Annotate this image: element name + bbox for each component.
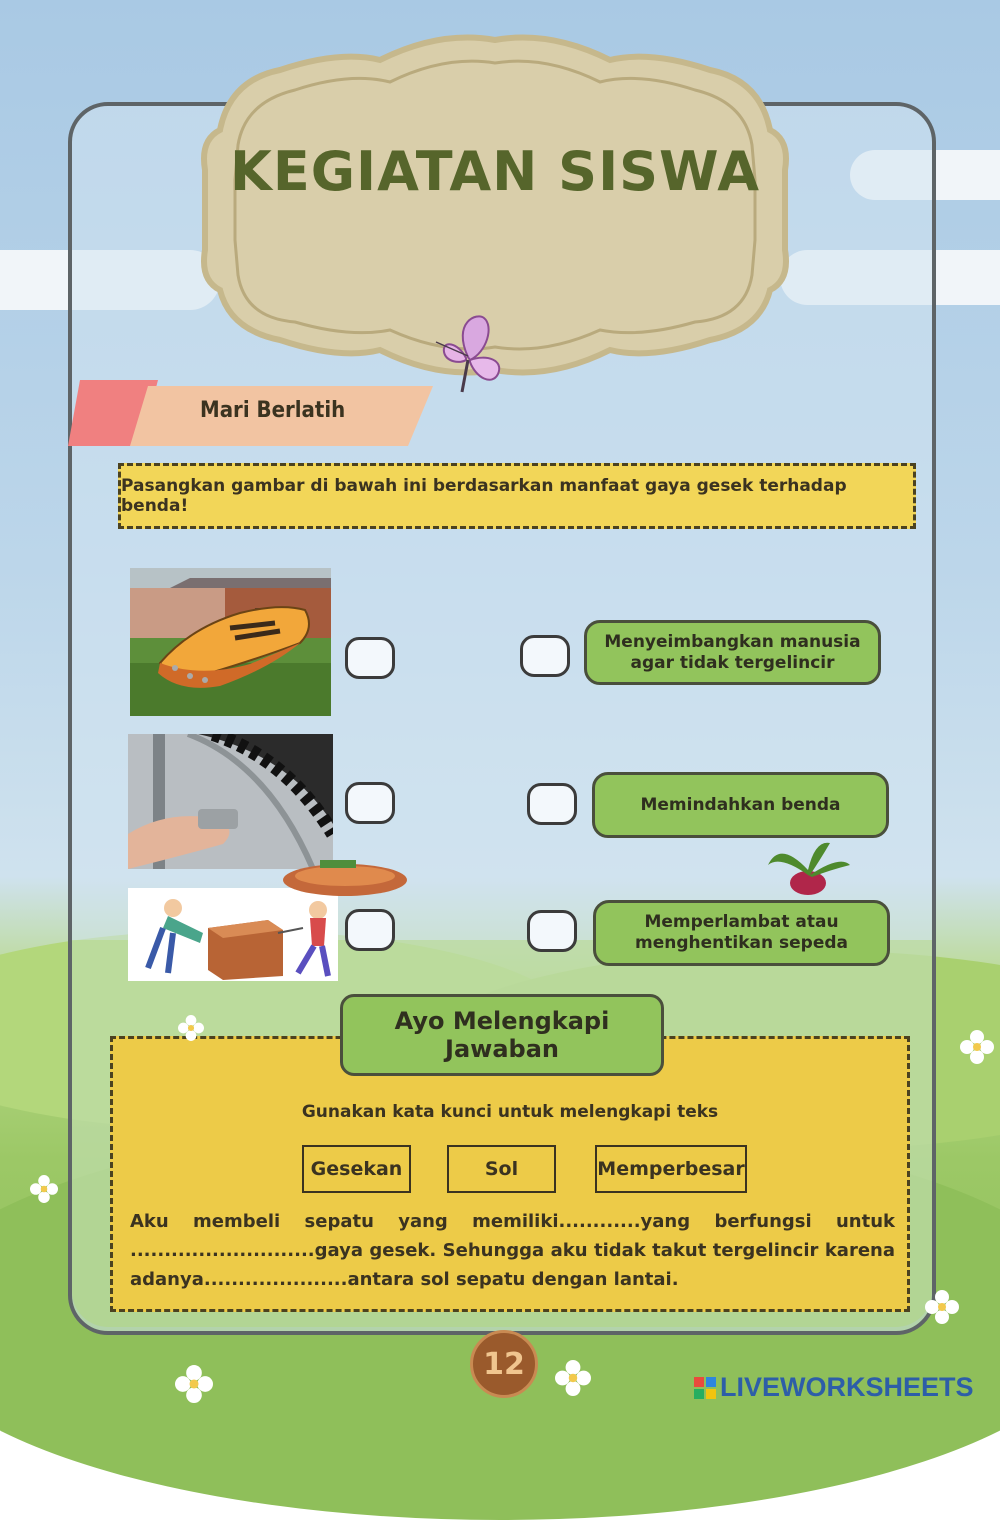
match-dot-right-3[interactable] [527,910,577,952]
liveworksheets-logo-icon [694,1377,716,1399]
fill-paragraph[interactable]: Aku membeli sepatu yang memiliki............yang berfungsi untuk ...........................gaya gesek. Sehungga aku tidak takut tergelincir karena adanya.....................antara sol sepatu dengan lantai. [130,1211,895,1290]
flower-icon [960,1030,994,1064]
food-bowl-icon [280,858,410,908]
keyword-gesekan[interactable]: Gesekan [302,1145,411,1193]
radish-icon [760,835,855,895]
match-dot-left-3[interactable] [345,909,395,951]
answer-option-2 [592,772,889,838]
answer-option-1 [584,620,881,685]
answer-option-3 [593,900,890,966]
match-dot-right-2[interactable] [527,783,577,825]
flower-icon [178,1015,204,1041]
instruction-box [118,463,916,529]
keyword-sol[interactable]: Sol [447,1145,556,1193]
answer-option-1-text: Menyeimbangkan manusia agar tidak tergelincir [604,631,861,673]
page-number: 12 [470,1330,538,1398]
match-dot-left-1[interactable] [345,637,395,679]
flower-icon [925,1290,959,1324]
page-title: KEGIATAN SISWA [230,140,760,203]
fill-section-title [340,994,664,1076]
answer-option-3-text: Memperlambat atau menghentikan sepeda [635,912,848,953]
match-dot-right-1[interactable] [520,635,570,677]
answer-option-2-text: Memindahkan benda [640,794,841,815]
keyword-memperbesar[interactable]: Memperbesar [595,1145,747,1193]
brand-name: LIVEWORKSHEETS [720,1372,974,1402]
fill-instruction: Gunakan kata kunci untuk melengkapi teks [301,1102,719,1122]
flower-icon [30,1175,58,1203]
instruction-text: Pasangkan gambar di bawah ini berdasarkan manfaat gaya gesek terhadap benda! [121,476,847,516]
flower-icon [555,1360,591,1396]
shoe-image [130,568,331,716]
butterfly-icon [432,312,506,396]
flower-icon [175,1365,213,1403]
fill-section-title-text: Ayo Melengkapi Jawaban [394,1007,610,1063]
section-label: Mari Berlatih [200,398,346,423]
bicycle-brake-image [128,734,333,869]
match-dot-left-2[interactable] [345,782,395,824]
